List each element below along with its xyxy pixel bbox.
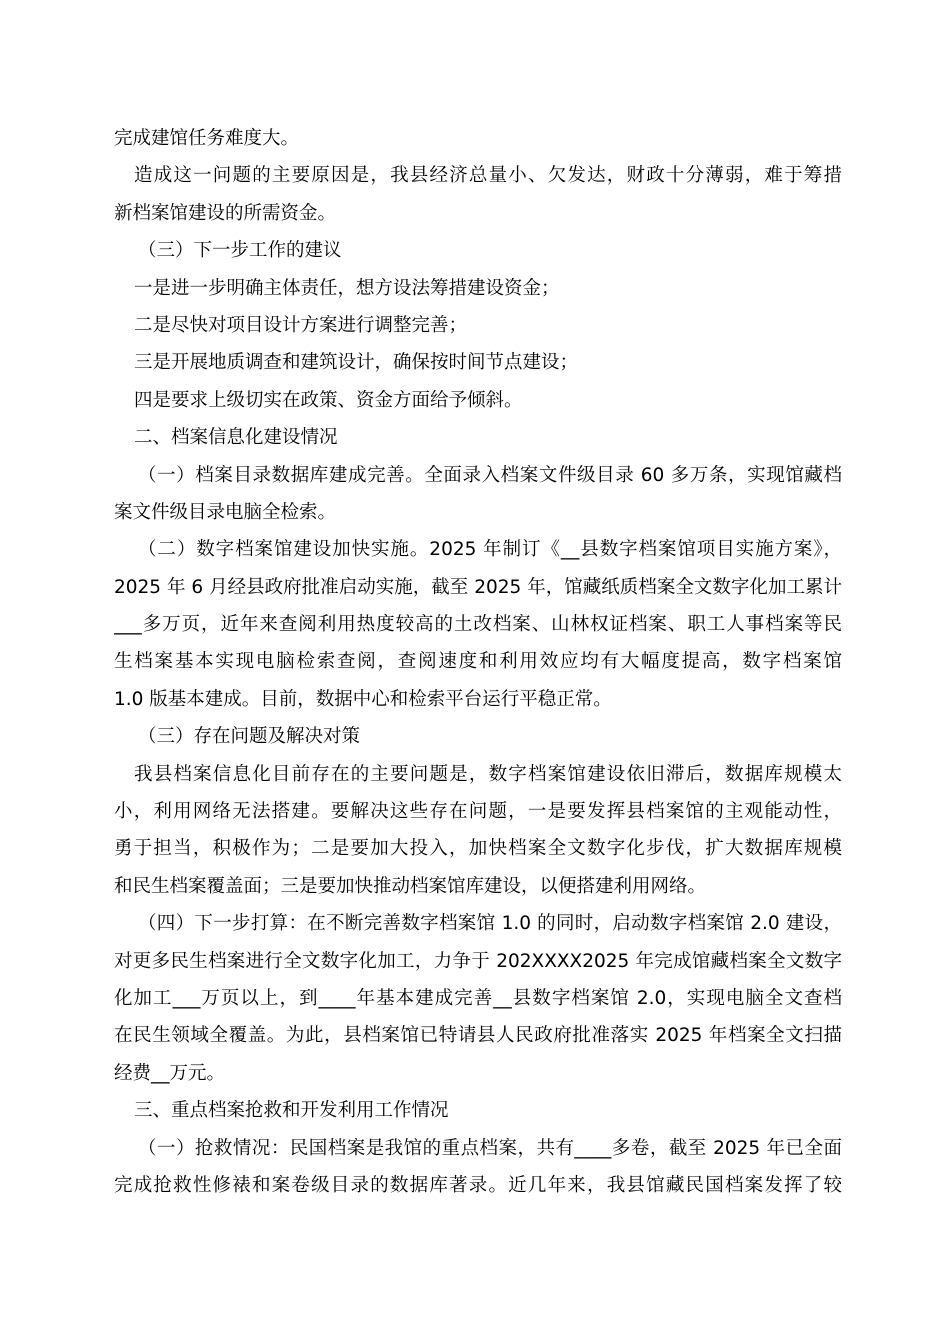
section-heading: （三）下一步工作的建议: [138, 240, 342, 262]
text-line: 三是开展地质调查和建筑设计，确保按时间节点建设；: [134, 352, 579, 374]
text-line: 完成抢救性修裱和案卷级目录的数据库著录。近几年来，我县馆藏民国档案发挥了较: [114, 1174, 842, 1196]
text-line: 新档案馆建设的所需资金。: [114, 202, 337, 224]
text-line: （二）数字档案馆建设加快实施。2025 年制订《__县数字档案馆项目实施方案》，: [138, 539, 842, 561]
text-line: 和民生档案覆盖面；三是要加快推动档案馆库建设，以便搭建利用网络。: [114, 875, 707, 897]
text-line: ___多万页，近年来查阅利用热度较高的土改档案、山林权证档案、职工人事档案等民: [114, 614, 842, 636]
text-line: 勇于担当，积极作为；二是要加大投入，加快档案全文数字化步伐，扩大数据库规模: [114, 838, 842, 860]
text-line: （一）档案目录数据库建成完善。全面录入档案文件级目录 60 多万条，实现馆藏档: [138, 464, 842, 486]
text-line: 化加工___万页以上，到____年基本建成完善__县数字档案馆 2.0，实现电脑全文查档: [114, 987, 842, 1009]
document-body: [114, 120, 842, 1204]
text-line: 经费__万元。: [114, 1062, 226, 1084]
text-line: 1.0 版基本建成。目前，数据中心和检索平台运行平稳正常。: [114, 688, 612, 710]
text-line: （四）下一步打算：在不断完善数字档案馆 1.0 的同时，启动数字档案馆 2.0 建设，: [138, 913, 842, 935]
text-line: 在民生领域全覆盖。为此，县档案馆已特请县人民政府批准落实 2025 年档案全文扫描: [114, 1025, 842, 1047]
text-line: 二是尽快对项目设计方案进行调整完善；: [134, 314, 468, 336]
text-line: 一是进一步明确主体责任，想方设法筹措建设资金；: [134, 277, 560, 299]
text-line: 四是要求上级切实在政策、资金方面给予倾斜。: [134, 389, 523, 411]
text-line: 2025 年 6 月经县政府批准启动实施，截至 2025 年，馆藏纸质档案全文数字化加工累计: [114, 576, 842, 598]
text-line: 对更多民生档案进行全文数字化加工，力争于 202XXXX2025 年完成馆藏档案全文数字: [114, 950, 842, 972]
text-line: 完成建馆任务难度大。: [114, 128, 300, 149]
text-line: （一）抢救情况：民国档案是我馆的重点档案，共有____多卷，截至 2025 年已全面: [138, 1137, 842, 1159]
text-line: 案文件级目录电脑全检索。: [114, 501, 337, 523]
text-line: 我县档案信息化目前存在的主要问题是，数字档案馆建设依旧滞后，数据库规模太: [134, 763, 842, 785]
section-heading: 二、档案信息化建设情况: [134, 427, 338, 449]
text-line: 造成这一问题的主要原因是，我县经济总量小、欠发达，财政十分薄弱，难于筹措: [134, 165, 842, 187]
text-line: 生档案基本实现电脑检索查阅，查阅速度和利用效应均有大幅度提高，数字档案馆: [114, 651, 842, 673]
section-heading: 三、重点档案抢救和开发利用工作情况: [134, 1100, 449, 1122]
text-line: 小，利用网络无法搭建。要解决这些存在问题，一是要发挥县档案馆的主观能动性，: [114, 801, 842, 823]
section-heading: （三）存在问题及解决对策: [138, 726, 361, 748]
